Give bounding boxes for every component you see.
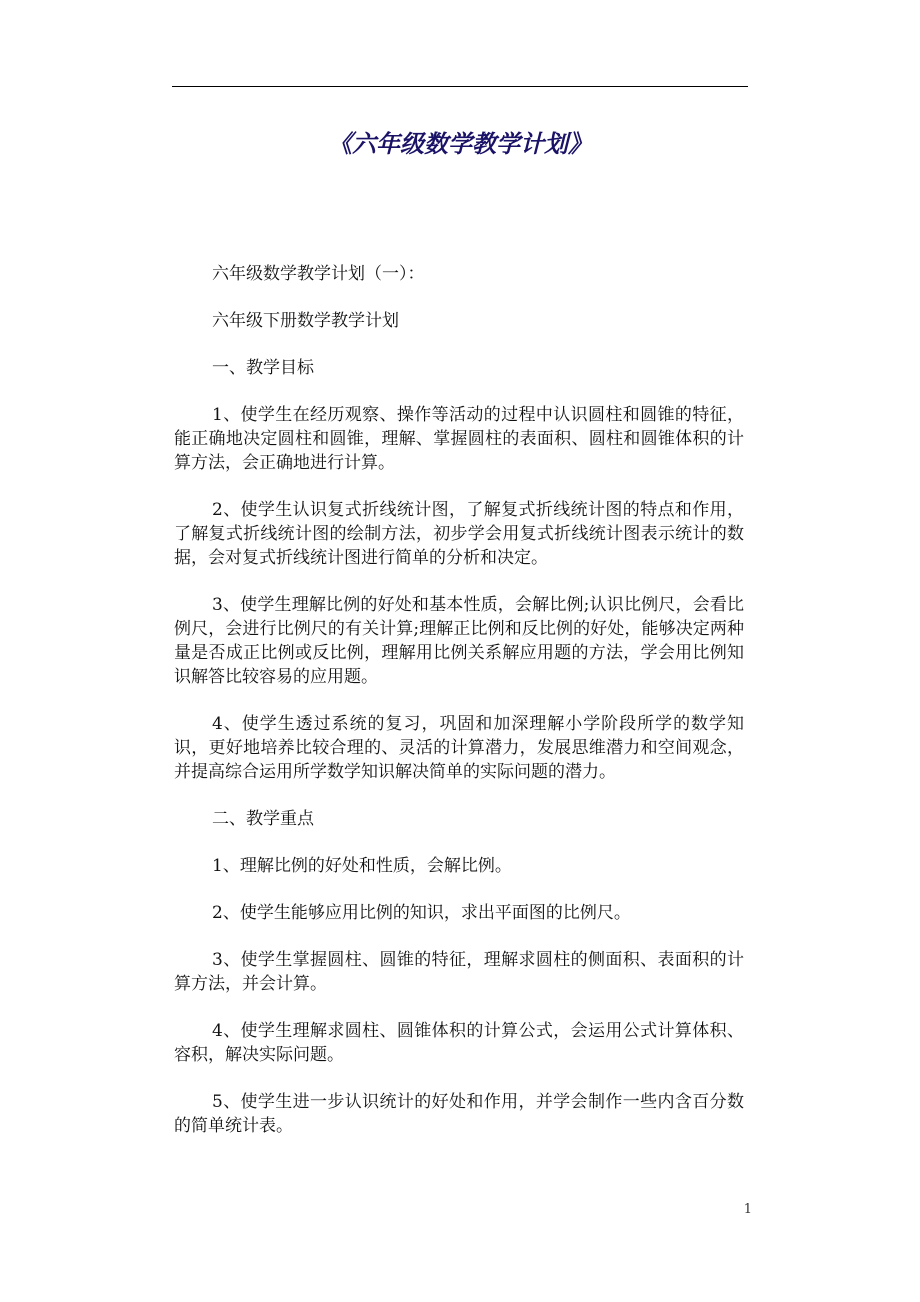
document-title: 《六年级数学教学计划》: [328, 130, 592, 158]
goal-item-4: 4、使学生透过系统的复习，巩固和加深理解小学阶段所学的数学知识，更好地培养比较合理的、灵活的计算潜力，发展思维潜力和空间观念，并提高综合运用所学数学知识解决简单的实际问题的潜力。: [174, 714, 744, 782]
document-body: [174, 262, 744, 1161]
key-point-item-5: 5、使学生进一步认识统计的好处和作用，并学会制作一些内含百分数的简单统计表。: [174, 1092, 744, 1136]
plan-subtitle: 六年级下册数学教学计划: [212, 311, 399, 331]
goal-item-2: 2、使学生认识复式折线统计图，了解复式折线统计图的特点和作用，了解复式折线统计图的绘制方法，初步学会用复式折线统计图表示统计的数据，会对复式折线统计图进行简单的分析和决定。: [174, 500, 744, 568]
section-heading-goals: 一、教学目标: [212, 358, 314, 378]
key-point-item-2: 2、使学生能够应用比例的知识，求出平面图的比例尺。: [212, 903, 631, 923]
goal-item-3: 3、使学生理解比例的好处和基本性质，会解比例;认识比例尺，会看比例尺，会进行比例尺的有关计算;理解正比例和反比例的好处，能够决定两种量是否成正比例或反比例，理解用比例关系解应用题的方法，学会用比例知识解答比较容易的应用题。: [174, 595, 744, 687]
header-rule: [172, 86, 748, 87]
page-number: 1: [743, 1202, 752, 1217]
key-point-item-1: 1、理解比例的好处和性质，会解比例。: [212, 856, 512, 876]
section-heading-key-points: 二、教学重点: [212, 809, 314, 829]
key-point-item-3: 3、使学生掌握圆柱、圆锥的特征，理解求圆柱的侧面积、表面积的计算方法，并会计算。: [174, 950, 744, 994]
key-point-item-4: 4、使学生理解求圆柱、圆锥体积的计算公式，会运用公式计算体积、容积，解决实际问题。: [174, 1021, 744, 1065]
goal-item-1: 1、使学生在经历观察、操作等活动的过程中认识圆柱和圆锥的特征，能正确地决定圆柱和圆锥，理解、掌握圆柱的表面积、圆柱和圆锥体积的计算方法，会正确地进行计算。: [174, 405, 744, 473]
section-intro-heading: 六年级数学教学计划（一）：: [212, 264, 425, 284]
